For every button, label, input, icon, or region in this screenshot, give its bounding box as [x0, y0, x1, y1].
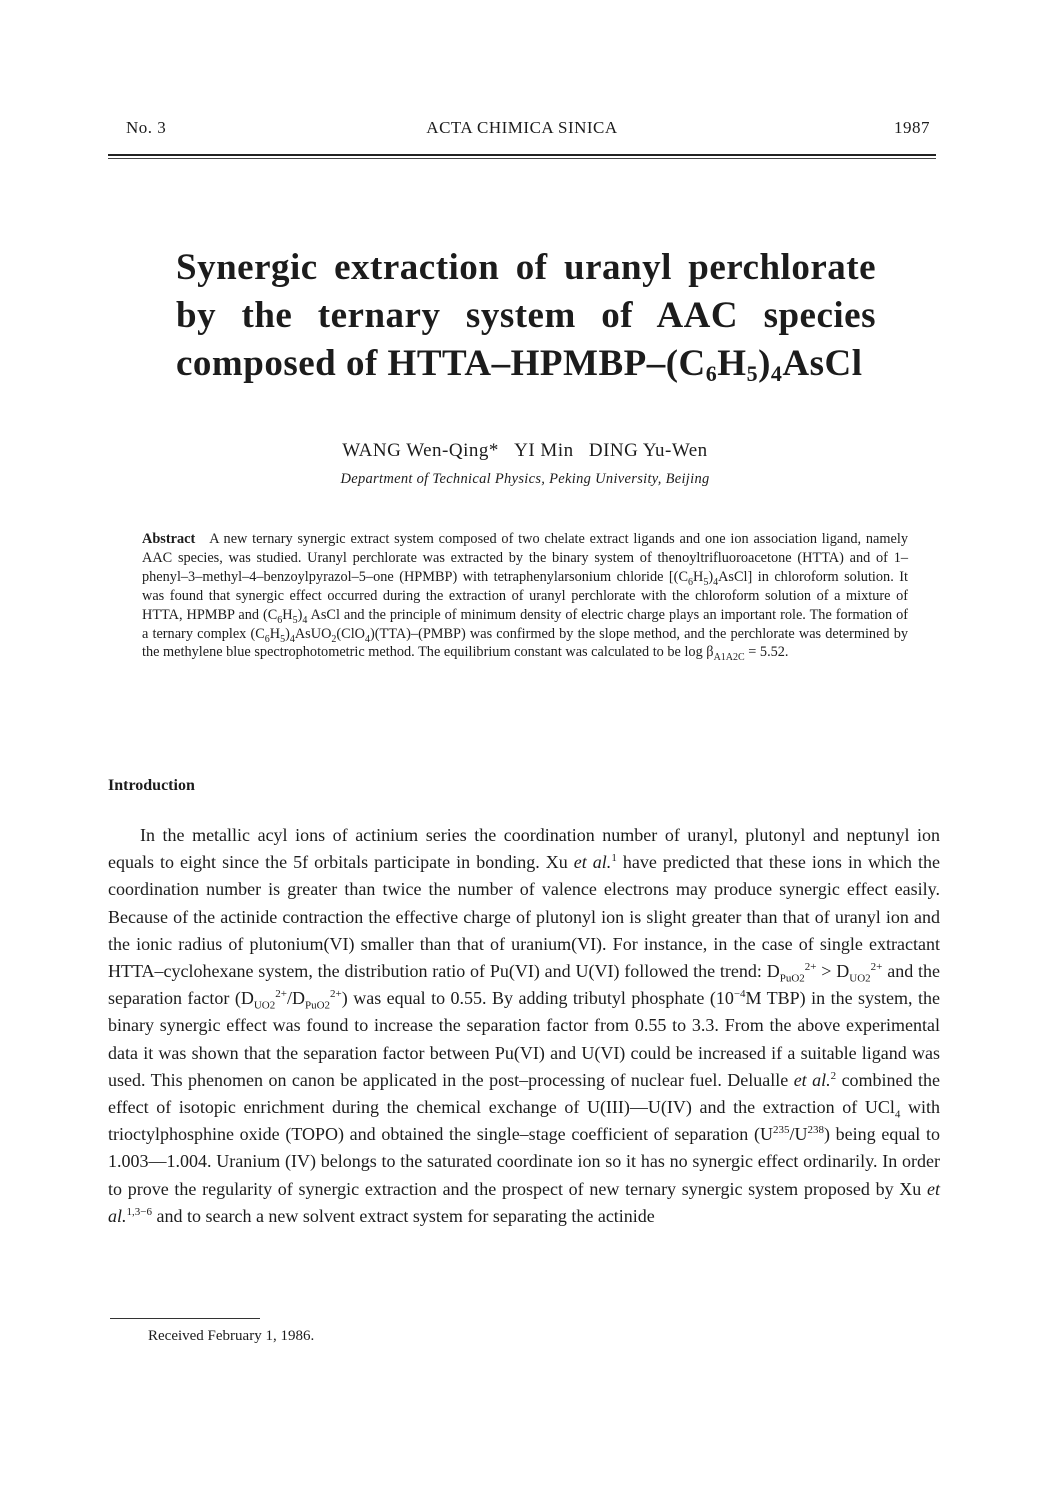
abstract-label: Abstract — [142, 531, 196, 547]
author: DING Yu-Wen — [588, 440, 708, 461]
paper-title — [176, 244, 876, 388]
section-heading: Introduction — [108, 777, 195, 794]
author: YI Min — [514, 440, 574, 461]
running-header — [108, 118, 936, 148]
journal-name: ACTA CHIMICA SINICA — [426, 118, 618, 137]
abstract: Abstract A new ternary synergic extract system composed of two chelate extract ligands and one ion association ligand, namely AAC species, was studied. Uranyl perchlorate was extracted by the binary system of thenoyltrifluoroacetone (HTTA) and of 1–phenyl–3–methyl–4–benzoylpyrazol–5–one (HPMBP) with tetraphenylarsonium chloride $[(C_6H_5)_4AsCl]$ in chloroform solution. It was found that synergic effect occurred during the extraction of uranyl perchlorate with the chloroform solution of a mixture of HTTA, HPMBP and $(C_6H_5)_4$ AsCl and the principle of minimum density of electric charge plays an important role. The formation of a ternary complex $(C_6H_5)_4AsUO_2(ClO_4)(TTA)-(PMBP)$ was confirmed by the slope method, and the perchlorate was determined by the methylene blue spectrophotometric method. The equilibrium constant was calculated to be $\log \beta_{A1A2C} = 5.52$. — [142, 531, 908, 664]
header-rule-thick — [108, 154, 936, 156]
title-line-1: Synergic extraction of uranyl perchlorate — [176, 247, 876, 288]
footnote-rule — [110, 1318, 260, 1319]
year: 1987 — [894, 118, 930, 137]
title-line-3: composed of HTTA–$HPMBP-(C_6H_5)_4AsCl$ — [176, 343, 863, 386]
body-paragraph: In the metallic acyl ions of actinium series the coordination number of uranyl, plutonyl and neptunyl ion equals to eight since the 5f orbitals participate in bonding. Xu et al.$^1$ have predicted that these ions in which the coordination number is greater than twice the number of valence electrons may produce synergic effect easily. Because of the actinide contraction the effective charge of plutonyl ion is slight greater than that of uranyl ion and the ionic radius of plutonium(VI) smaller than that of uranium(VI). For instance, in the case of single extractant HTTA–cyclohexane system, the distribution ratio of Pu(VI) and U(VI) followed the trend: $D_{PuO2}^{2+} > D_{UO2}^{2+}$ and the separation factor $(D_{UO2}^{2+}/D_{PuO2}^{2+})$ was equal to 0.55. By adding tributyl phosphate ($10^{-4}M$ TBP) in the system, the binary synergic effect was found to increase the separation factor from 0.55 to 3.3. From the above experimental data it was shown that the separation factor between Pu(VI) and U(VI) could be increased if a suitable ligand was used. This phenomen on canon be applicated in the post–processing of nuclear fuel. Delualle et al.$^2$ combined the effect of isotopic enrichment during the chemical exchange of U(III)—U(IV) and the extraction of UCl$_4$ with trioctylphosphine oxide (TOPO) and obtained the single–stage coefficient of separation $(U^{235}/U^{238})$ being equal to 1.003—1.004. Uranium (IV) belongs to the saturated coordinate ion so it has no synergic effect ordinarily. In order to prove the regularity of synergic extraction and the prospect of new ternary synergic system proposed by Xu et al.$^{1,3-6}$ and to search a new solvent extract system for separating the actinide — [108, 825, 941, 1226]
title-line-2: by the ternary system of AAC species — [176, 295, 876, 336]
received-date-footnote: Received February 1, 1986. — [148, 1328, 315, 1344]
author: WANG Wen-Qing* — [342, 440, 499, 461]
author-list — [0, 440, 1050, 462]
header-rule-thin — [108, 158, 936, 159]
affiliation: Department of Technical Physics, Peking University, Beijing — [340, 471, 710, 487]
issue-number: No. 3 — [126, 118, 167, 137]
